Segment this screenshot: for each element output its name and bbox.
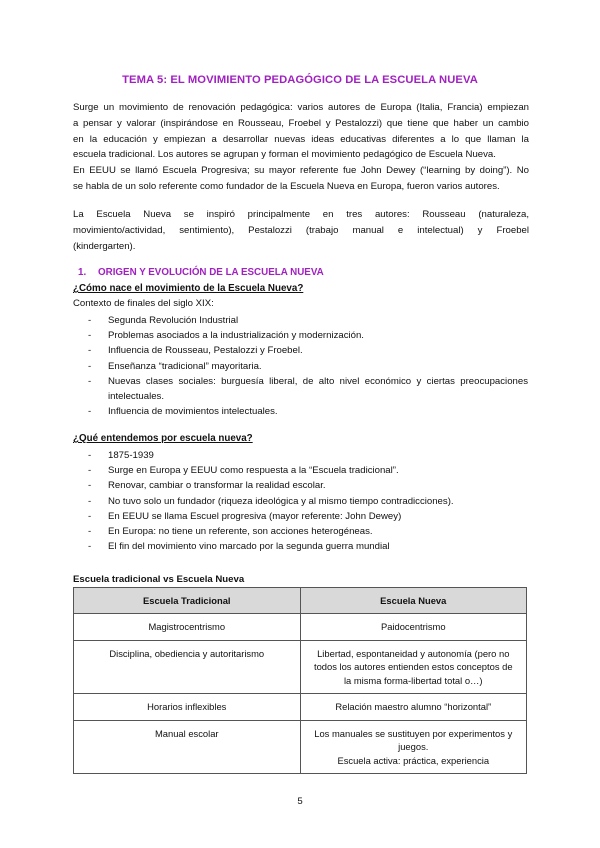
comparison-table [73,587,527,774]
list-item: - En Europa: no tiene un referente, son acciones heterogéneas. [88,526,373,538]
intro-line: escuela tradicional. Los autores se agrupan y forman el movimiento pedagógico de Escuela Nueva. [73,149,496,161]
section-heading [78,267,324,278]
list-item: - 1875-1939 [88,450,154,461]
context-list [88,313,528,419]
inspiration-line: La Escuela Nueva se inspiró principalmente en tres autores: Rousseau (naturaleza, [73,209,529,220]
intro-line: se habla de un solo referente como fundador de la Escuela Nueva en Europa, fueron varios autores. [73,180,500,192]
table-header-row [74,588,527,614]
intro-line: En EEUU se llamó Escuela Progresiva; su mayor referente fue John Dewey (“learning by doing”). No [73,165,529,177]
intro-line: a pensar y valorar (inspirándose en Rousseau, Froebel y Pestalozzi) que tiene que haber un cambio [73,117,529,129]
column-header: Escuela Tradicional [74,588,301,614]
table-cell: Horarios inflexibles [74,694,301,721]
intro-line: en la educación y empiezan a desarrollar nuevas ideas educativas diferentes a lo que llaman la [73,133,529,145]
list-item: - Influencia de Rousseau, Pestalozzi y Froebel. [88,345,303,357]
table-cell: Los manuales se sustituyen por experimentos y juegos. Escuela activa: práctica, experiencia [300,720,526,774]
list-item: - Segunda Revolución Industrial [88,315,239,326]
table-row [74,694,527,721]
section-number: 1. [78,267,87,278]
table-cell: Relación maestro alumno “horizontal” [300,694,526,721]
question-heading-origin: ¿Cómo nace el movimiento de la Escuela Nueva? [73,283,304,294]
table-cell: Paidocentrismo [300,614,526,641]
inspiration-line: movimiento/actividad, sentimiento), Pestalozzi (trabajo manual e intelectual) y Froebel [73,224,529,236]
list-item: - El fin del movimiento vino marcado por la segunda guerra mundial [88,541,390,553]
column-header: Escuela Nueva [300,588,526,614]
inspiration-line: (kindergarten). [73,240,136,252]
table-row [74,720,527,774]
inspiration-paragraph [73,207,529,254]
context-label: Contexto de finales del siglo XIX: [73,298,214,309]
table-cell: Manual escolar [74,720,301,774]
definition-list [88,448,454,554]
table-cell: Libertad, espontaneidad y autonomía (pero no todos los autores entienden estos conceptos de la misma forma-libertad total o…) [300,640,526,694]
list-item: - No tuvo solo un fundador (riqueza ideológica y al mismo tiempo contradicciones). [88,495,454,507]
table-row [74,614,527,641]
list-item: - Surge en Europa y EEUU como respuesta a la “Escuela tradicional”. [88,465,399,477]
intro-line: Surge un movimiento de renovación pedagógica: varios autores de Europa (Italia, Francia) empiezan [73,102,529,113]
table-title: Escuela tradicional vs Escuela Nueva [73,574,245,585]
list-item: - Problemas asociados a la industrialización y modernización. [88,330,364,342]
page-number: 5 [297,796,303,807]
intro-paragraph [73,100,529,195]
question-heading-definition: ¿Qué entendemos por escuela nueva? [73,433,253,444]
table-cell: Magistrocentrismo [74,614,301,641]
table-row [74,640,527,694]
list-item: - Renovar, cambiar o transformar la realidad escolar. [88,480,326,492]
page-title: TEMA 5: EL MOVIMIENTO PEDAGÓGICO DE LA ESCUELA NUEVA [122,74,478,86]
list-item: - En EEUU se llama Escuel progresiva (mayor referente: John Dewey) [88,510,402,522]
list-item: - Nuevas clases sociales: burguesía liberal, de alto nivel económico y ciertas preocupaciones intelectuales. [88,375,528,403]
section-heading-text: ORIGEN Y EVOLUCIÓN DE LA ESCUELA NUEVA [98,267,324,278]
table-cell: Disciplina, obediencia y autoritarismo [74,640,301,694]
list-item: - Influencia de movimientos intelectuales. [88,406,278,418]
list-item: - Enseñanza “tradicional” mayoritaria. [88,360,262,372]
